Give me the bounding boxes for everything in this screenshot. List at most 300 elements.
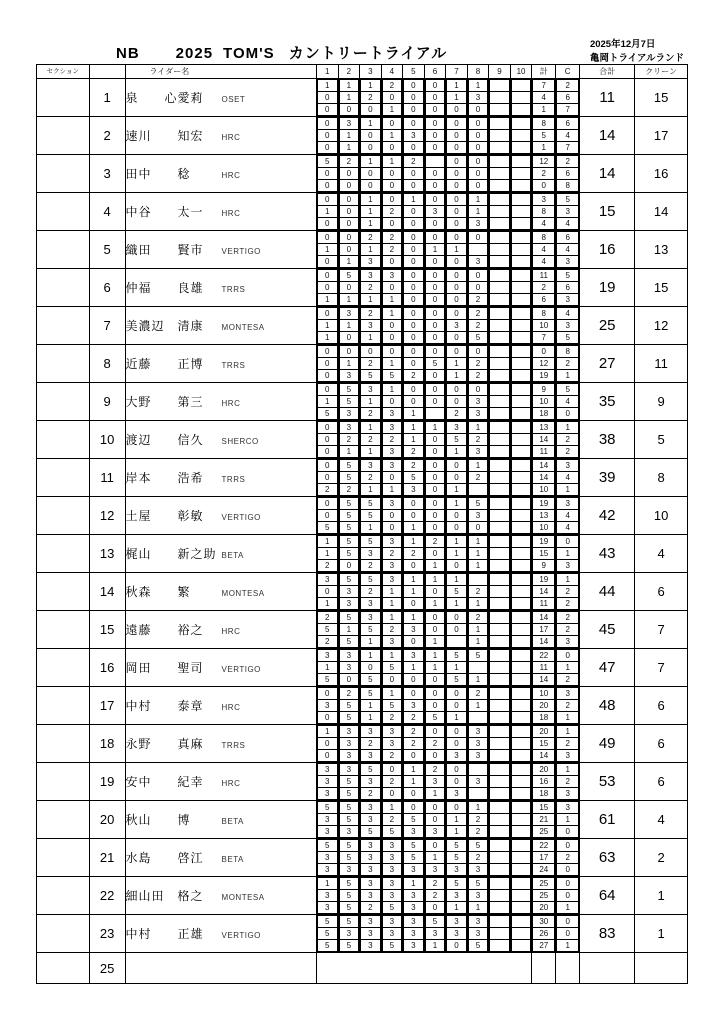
lap-score: 2 bbox=[361, 92, 381, 104]
lap-score bbox=[511, 104, 531, 116]
lap-score: 0 bbox=[447, 308, 467, 320]
lap-sum: 1 bbox=[533, 104, 555, 116]
lap-score bbox=[511, 408, 531, 420]
lap-clean: 4 bbox=[557, 396, 579, 408]
lap-score: 1 bbox=[425, 422, 445, 434]
lap-sum-cell bbox=[532, 763, 556, 801]
row-section-spacer bbox=[37, 839, 90, 877]
section-scores bbox=[360, 839, 382, 877]
lap-score: 1 bbox=[425, 598, 445, 610]
lap-score: 5 bbox=[318, 522, 338, 534]
lap-score bbox=[511, 370, 531, 382]
clean-count: 7 bbox=[635, 611, 688, 649]
lap-score bbox=[511, 586, 531, 598]
lap-score: 0 bbox=[404, 104, 424, 116]
section-scores bbox=[338, 839, 360, 877]
row-section-spacer bbox=[37, 117, 90, 155]
lap-score: 5 bbox=[339, 712, 359, 724]
rider-machine: VERTIGO bbox=[221, 665, 261, 674]
row-section-spacer bbox=[37, 725, 90, 763]
lap-score: 3 bbox=[361, 814, 381, 826]
lap-score: 5 bbox=[339, 498, 359, 510]
lap-sum: 9 bbox=[533, 384, 555, 396]
lap-sum-cell bbox=[532, 193, 556, 231]
lap-score: 5 bbox=[447, 840, 467, 852]
lap-score: 2 bbox=[468, 472, 488, 484]
lap-score bbox=[511, 878, 531, 890]
lap-score bbox=[490, 270, 510, 282]
lap-sum: 14 bbox=[533, 472, 555, 484]
rider-name-cell bbox=[125, 953, 316, 984]
lap-score: 0 bbox=[425, 548, 445, 560]
lap-score: 3 bbox=[361, 612, 381, 624]
section-scores bbox=[467, 535, 489, 573]
lap-score: 1 bbox=[318, 80, 338, 92]
lap-score: 2 bbox=[361, 586, 381, 598]
lap-score: 3 bbox=[468, 776, 488, 788]
section-scores bbox=[510, 307, 532, 345]
lap-score: 2 bbox=[404, 156, 424, 168]
section-scores bbox=[510, 155, 532, 193]
lap-sum-cell bbox=[532, 383, 556, 421]
lap-score bbox=[511, 864, 531, 876]
lap-score: 5 bbox=[361, 370, 381, 382]
lap-clean: 1 bbox=[557, 548, 579, 560]
section-scores bbox=[467, 725, 489, 763]
lap-score: 1 bbox=[447, 498, 467, 510]
lap-score: 3 bbox=[382, 574, 402, 586]
lap-score: 0 bbox=[318, 422, 338, 434]
lap-score: 3 bbox=[339, 928, 359, 940]
section-scores bbox=[510, 117, 532, 155]
lap-sum-cell bbox=[532, 535, 556, 573]
section-scores bbox=[381, 421, 403, 459]
section-scores bbox=[489, 497, 511, 535]
lap-score: 1 bbox=[339, 80, 359, 92]
lap-score: 2 bbox=[447, 408, 467, 420]
lap-sum: 12 bbox=[533, 358, 555, 370]
lap-score: 1 bbox=[468, 674, 488, 686]
lap-score: 1 bbox=[382, 104, 402, 116]
lap-clean: 0 bbox=[557, 826, 579, 838]
lap-score: 0 bbox=[425, 498, 445, 510]
row-section-spacer bbox=[37, 611, 90, 649]
lap-score bbox=[511, 940, 531, 952]
lap-score: 1 bbox=[361, 244, 381, 256]
lap-score bbox=[511, 522, 531, 534]
lap-score: 1 bbox=[404, 776, 424, 788]
lap-clean-cell bbox=[556, 839, 580, 877]
lap-clean: 4 bbox=[557, 522, 579, 534]
col-rider-label: ライダー名 bbox=[125, 65, 316, 79]
lap-clean: 2 bbox=[557, 358, 579, 370]
lap-score: 1 bbox=[447, 484, 467, 496]
lap-score: 3 bbox=[468, 864, 488, 876]
lap-score: 1 bbox=[382, 802, 402, 814]
lap-score: 2 bbox=[361, 902, 381, 914]
lap-score: 0 bbox=[339, 168, 359, 180]
lap-score: 5 bbox=[382, 370, 402, 382]
lap-clean-cell bbox=[556, 345, 580, 383]
lap-score: 1 bbox=[382, 384, 402, 396]
table-header bbox=[37, 65, 688, 79]
section-scores bbox=[510, 269, 532, 307]
lap-sum: 20 bbox=[533, 764, 555, 776]
col-sum: 計 bbox=[532, 65, 556, 79]
row-section-spacer bbox=[37, 877, 90, 915]
table-row bbox=[37, 687, 688, 725]
lap-clean: 1 bbox=[557, 422, 579, 434]
lap-score: 0 bbox=[425, 814, 445, 826]
lap-score bbox=[511, 712, 531, 724]
lap-score: 3 bbox=[468, 396, 488, 408]
lap-score: 3 bbox=[318, 864, 338, 876]
table-row bbox=[37, 117, 688, 155]
clean-count: 7 bbox=[635, 649, 688, 687]
lap-sum-cell bbox=[532, 801, 556, 839]
lap-score: 1 bbox=[318, 598, 338, 610]
lap-score: 2 bbox=[318, 612, 338, 624]
lap-score bbox=[490, 232, 510, 244]
lap-score bbox=[490, 472, 510, 484]
section-scores bbox=[317, 269, 339, 307]
lap-clean-cell bbox=[556, 79, 580, 117]
section-scores bbox=[424, 345, 446, 383]
lap-score: 5 bbox=[425, 358, 445, 370]
lap-score: 0 bbox=[382, 256, 402, 268]
section-scores bbox=[403, 687, 425, 725]
lap-sum-cell bbox=[532, 307, 556, 345]
page-title bbox=[116, 42, 447, 63]
lap-score bbox=[490, 460, 510, 472]
lap-score: 2 bbox=[404, 726, 424, 738]
lap-score bbox=[511, 776, 531, 788]
lap-score: 5 bbox=[339, 902, 359, 914]
lap-score: 3 bbox=[339, 738, 359, 750]
lap-clean: 2 bbox=[557, 776, 579, 788]
lap-clean-cell bbox=[556, 383, 580, 421]
lap-score: 0 bbox=[318, 510, 338, 522]
lap-score: 1 bbox=[361, 396, 381, 408]
section-scores bbox=[489, 687, 511, 725]
lap-score: 0 bbox=[425, 612, 445, 624]
section-scores bbox=[510, 649, 532, 687]
lap-score: 1 bbox=[447, 80, 467, 92]
section-scores bbox=[467, 877, 489, 915]
row-section-spacer bbox=[37, 421, 90, 459]
section-scores bbox=[338, 573, 360, 611]
section-scores bbox=[381, 459, 403, 497]
lap-score: 0 bbox=[425, 142, 445, 154]
lap-score: 1 bbox=[404, 574, 424, 586]
lap-score: 0 bbox=[318, 460, 338, 472]
lap-score: 0 bbox=[447, 294, 467, 306]
lap-score: 3 bbox=[468, 738, 488, 750]
section-scores bbox=[489, 307, 511, 345]
section-scores bbox=[403, 915, 425, 953]
lap-sum: 21 bbox=[533, 814, 555, 826]
lap-score: 0 bbox=[404, 180, 424, 192]
row-section-spacer bbox=[37, 155, 90, 193]
lap-score: 0 bbox=[382, 764, 402, 776]
section-scores bbox=[360, 915, 382, 953]
rider-machine: TRRS bbox=[221, 285, 246, 294]
lap-score bbox=[468, 712, 488, 724]
lap-score: 0 bbox=[447, 156, 467, 168]
col-s1: 1 bbox=[317, 65, 339, 79]
section-scores bbox=[360, 801, 382, 839]
lap-sum: 3 bbox=[533, 194, 555, 206]
section-scores bbox=[424, 801, 446, 839]
lap-score: 0 bbox=[339, 674, 359, 686]
table-row bbox=[37, 345, 688, 383]
lap-clean: 1 bbox=[557, 484, 579, 496]
lap-score: 2 bbox=[361, 358, 381, 370]
lap-score: 1 bbox=[425, 662, 445, 674]
lap-sum: 22 bbox=[533, 650, 555, 662]
section-scores bbox=[467, 763, 489, 801]
lap-score bbox=[490, 902, 510, 914]
lap-score: 1 bbox=[404, 434, 424, 446]
section-scores bbox=[381, 611, 403, 649]
lap-score: 3 bbox=[404, 940, 424, 952]
lap-score: 0 bbox=[404, 168, 424, 180]
lap-score: 1 bbox=[425, 574, 445, 586]
header-meta bbox=[590, 38, 684, 66]
lap-score: 0 bbox=[425, 194, 445, 206]
lap-score bbox=[490, 434, 510, 446]
lap-score: 0 bbox=[318, 712, 338, 724]
lap-sum: 8 bbox=[533, 232, 555, 244]
lap-clean: 3 bbox=[557, 294, 579, 306]
lap-score: 0 bbox=[361, 346, 381, 358]
lap-score: 5 bbox=[361, 688, 381, 700]
lap-score bbox=[511, 916, 531, 928]
lap-score: 5 bbox=[339, 396, 359, 408]
lap-sum: 10 bbox=[533, 396, 555, 408]
lap-score: 0 bbox=[425, 80, 445, 92]
title-year: 2025 bbox=[175, 45, 214, 62]
section-scores bbox=[338, 915, 360, 953]
lap-score: 3 bbox=[339, 726, 359, 738]
clean-count: 10 bbox=[635, 497, 688, 535]
lap-sum: 25 bbox=[533, 826, 555, 838]
section-scores bbox=[446, 383, 468, 421]
lap-score: 1 bbox=[339, 130, 359, 142]
lap-score: 0 bbox=[447, 142, 467, 154]
lap-score: 2 bbox=[468, 370, 488, 382]
section-scores bbox=[467, 421, 489, 459]
lap-clean: 4 bbox=[557, 308, 579, 320]
lap-score: 0 bbox=[318, 472, 338, 484]
col-clean: クリーン bbox=[635, 65, 688, 79]
total-score: 53 bbox=[580, 763, 635, 801]
lap-score: 0 bbox=[361, 142, 381, 154]
lap-score: 5 bbox=[382, 662, 402, 674]
rider-name-cell bbox=[125, 307, 316, 345]
rider-number: 16 bbox=[89, 649, 125, 687]
lap-sum-cell bbox=[532, 79, 556, 117]
lap-score bbox=[511, 92, 531, 104]
lap-score: 3 bbox=[361, 878, 381, 890]
lap-clean: 3 bbox=[557, 688, 579, 700]
title-event: カントリートライアル bbox=[288, 45, 448, 62]
rider-machine: TRRS bbox=[221, 741, 246, 750]
lap-score bbox=[490, 814, 510, 826]
lap-score bbox=[511, 674, 531, 686]
section-scores bbox=[338, 611, 360, 649]
lap-score: 5 bbox=[447, 878, 467, 890]
lap-score: 2 bbox=[382, 712, 402, 724]
lap-clean: 2 bbox=[557, 612, 579, 624]
rider-number: 2 bbox=[89, 117, 125, 155]
lap-sum: 7 bbox=[533, 332, 555, 344]
lap-score: 0 bbox=[404, 282, 424, 294]
lap-score: 3 bbox=[468, 92, 488, 104]
section-scores bbox=[381, 877, 403, 915]
section-scores bbox=[467, 193, 489, 231]
lap-score: 0 bbox=[318, 104, 338, 116]
section-scores bbox=[424, 269, 446, 307]
lap-clean: 5 bbox=[557, 384, 579, 396]
lap-clean: 0 bbox=[557, 840, 579, 852]
lap-sum: 16 bbox=[533, 776, 555, 788]
lap-sum: 5 bbox=[533, 130, 555, 142]
table-row bbox=[37, 459, 688, 497]
lap-score: 1 bbox=[382, 358, 402, 370]
lap-score: 5 bbox=[339, 536, 359, 548]
section-scores bbox=[403, 497, 425, 535]
lap-sum: 2 bbox=[533, 282, 555, 294]
lap-score: 2 bbox=[361, 434, 381, 446]
lap-score: 3 bbox=[468, 928, 488, 940]
lap-score: 2 bbox=[468, 612, 488, 624]
section-scores bbox=[403, 269, 425, 307]
lap-score: 5 bbox=[361, 826, 381, 838]
col-s3: 3 bbox=[360, 65, 382, 79]
lap-score: 3 bbox=[339, 598, 359, 610]
lap-sum-cell bbox=[532, 573, 556, 611]
lap-score: 5 bbox=[404, 840, 424, 852]
lap-score: 1 bbox=[318, 662, 338, 674]
section-scores bbox=[338, 193, 360, 231]
total-score: 49 bbox=[580, 725, 635, 763]
lap-score: 0 bbox=[404, 206, 424, 218]
section-scores bbox=[510, 725, 532, 763]
lap-score: 2 bbox=[382, 776, 402, 788]
lap-score bbox=[468, 788, 488, 800]
section-scores bbox=[381, 649, 403, 687]
section-scores bbox=[381, 763, 403, 801]
lap-score bbox=[490, 788, 510, 800]
section-scores bbox=[338, 231, 360, 269]
section-scores bbox=[510, 915, 532, 953]
lap-score: 3 bbox=[361, 864, 381, 876]
rider-name-cell bbox=[125, 611, 316, 649]
lap-score: 5 bbox=[468, 650, 488, 662]
lap-sum: 4 bbox=[533, 218, 555, 230]
lap-score: 0 bbox=[468, 168, 488, 180]
lap-score bbox=[511, 256, 531, 268]
clean-count: 11 bbox=[635, 345, 688, 383]
lap-score: 3 bbox=[404, 928, 424, 940]
clean-count: 12 bbox=[635, 307, 688, 345]
lap-score bbox=[511, 688, 531, 700]
lap-sum: 14 bbox=[533, 586, 555, 598]
lap-score: 1 bbox=[468, 194, 488, 206]
lap-score: 5 bbox=[382, 940, 402, 952]
lap-score: 5 bbox=[339, 636, 359, 648]
lap-sum: 18 bbox=[533, 408, 555, 420]
section-scores bbox=[424, 459, 446, 497]
section-scores bbox=[403, 839, 425, 877]
total-score: 14 bbox=[580, 155, 635, 193]
lap-score: 5 bbox=[361, 674, 381, 686]
section-scores bbox=[446, 307, 468, 345]
rider-name: 梶山 新之助 bbox=[125, 547, 217, 561]
lap-score: 5 bbox=[318, 916, 338, 928]
rider-name: 安中 紀幸 bbox=[125, 775, 204, 789]
lap-sum: 8 bbox=[533, 308, 555, 320]
lap-sum: 20 bbox=[533, 700, 555, 712]
lap-clean-cell bbox=[556, 687, 580, 725]
lap-score bbox=[511, 460, 531, 472]
lap-score: 0 bbox=[404, 688, 424, 700]
lap-sum: 19 bbox=[533, 536, 555, 548]
lap-score: 0 bbox=[425, 726, 445, 738]
lap-score: 0 bbox=[447, 472, 467, 484]
lap-score: 0 bbox=[404, 788, 424, 800]
lap-score: 3 bbox=[468, 750, 488, 762]
lap-score: 3 bbox=[447, 422, 467, 434]
lap-score bbox=[490, 104, 510, 116]
lap-score: 3 bbox=[361, 940, 381, 952]
section-scores bbox=[446, 915, 468, 953]
lap-score: 3 bbox=[447, 750, 467, 762]
section-scores bbox=[446, 611, 468, 649]
lap-score: 0 bbox=[318, 358, 338, 370]
lap-score: 1 bbox=[404, 536, 424, 548]
lap-score: 1 bbox=[361, 484, 381, 496]
lap-clean: 2 bbox=[557, 156, 579, 168]
lap-clean-cell bbox=[556, 193, 580, 231]
section-scores bbox=[489, 79, 511, 117]
lap-score: 0 bbox=[447, 270, 467, 282]
section-scores bbox=[489, 573, 511, 611]
lap-score: 2 bbox=[468, 434, 488, 446]
lap-score bbox=[490, 282, 510, 294]
lap-score: 0 bbox=[425, 294, 445, 306]
lap-score bbox=[511, 574, 531, 586]
section-scores bbox=[360, 763, 382, 801]
lap-clean: 4 bbox=[557, 510, 579, 522]
lap-score: 0 bbox=[339, 194, 359, 206]
lap-clean: 0 bbox=[557, 864, 579, 876]
lap-clean: 8 bbox=[557, 180, 579, 192]
lap-score: 1 bbox=[447, 902, 467, 914]
lap-score: 5 bbox=[339, 522, 359, 534]
lap-sum: 10 bbox=[533, 320, 555, 332]
section-scores bbox=[403, 535, 425, 573]
lap-score bbox=[490, 156, 510, 168]
lap-sum: 18 bbox=[533, 788, 555, 800]
section-scores bbox=[467, 611, 489, 649]
lap-score: 0 bbox=[447, 104, 467, 116]
title-toms: TOM'S bbox=[223, 45, 275, 62]
total-score: 43 bbox=[580, 535, 635, 573]
lap-score bbox=[490, 878, 510, 890]
lap-score bbox=[511, 738, 531, 750]
